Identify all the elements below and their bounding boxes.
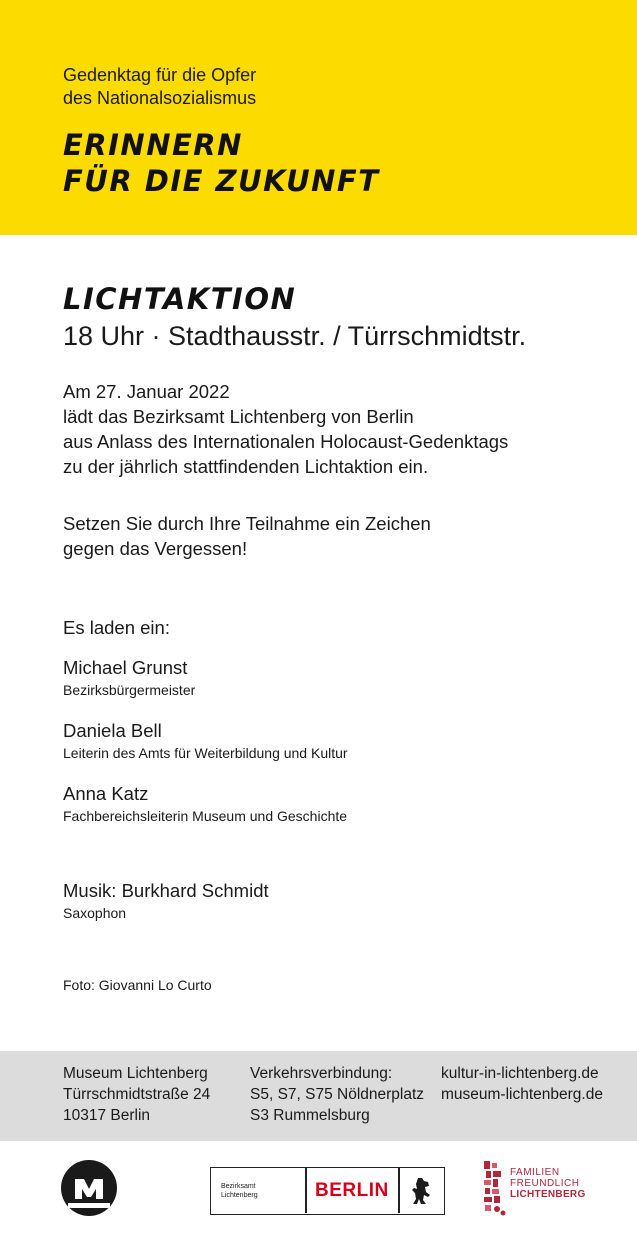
- header-headline: [63, 127, 379, 199]
- address-line: Museum Lichtenberg: [63, 1065, 208, 1082]
- logo-divider: [305, 1168, 307, 1213]
- host-entry: [63, 657, 195, 699]
- host-name: Anna Katz: [63, 783, 149, 804]
- event-time-place: 18 Uhr · Stadthausstr. / Türrschmidtstr.: [63, 321, 527, 351]
- transport-line: S5, S7, S75 Nöldnerplatz: [250, 1086, 425, 1103]
- subtitle-line: des Nationalsozialismus: [63, 88, 257, 108]
- paragraph-line: zu der jährlich stattfindenden Lichtaktion ein.: [63, 456, 429, 477]
- web-link[interactable]: kultur-in-lichtenberg.de: [441, 1065, 599, 1082]
- music-name: Musik: Burkhard Schmidt: [63, 880, 269, 901]
- museum-logo-icon: [60, 1159, 118, 1217]
- bezirksamt-line: Lichtenberg: [221, 1192, 258, 1199]
- header-banner: [0, 0, 637, 235]
- appeal-paragraph: [63, 511, 431, 561]
- familien-line: FREUNDLICH: [510, 1178, 580, 1189]
- photo-credit: Foto: Giovanni Lo Curto: [63, 977, 212, 993]
- paragraph-line: lädt das Bezirksamt Lichtenberg von Berlin: [63, 406, 414, 427]
- footer-address: [63, 1063, 210, 1126]
- lichtenberg-text: LICHTENBERG: [510, 1189, 586, 1200]
- berlin-bear-icon: [409, 1176, 433, 1206]
- web-link[interactable]: museum-lichtenberg.de: [441, 1086, 603, 1103]
- footer-transport: [250, 1063, 424, 1126]
- paragraph-line: gegen das Vergessen!: [63, 538, 248, 559]
- subtitle-line: Gedenktag für die Opfer: [63, 65, 257, 85]
- transport-line: S3 Rummelsburg: [250, 1107, 370, 1124]
- event-title: LICHTAKTION: [63, 282, 297, 316]
- familien-text: [510, 1167, 579, 1189]
- familien-line: FAMILIEN: [510, 1167, 560, 1178]
- paragraph-line: aus Anlass des Internationalen Holocaust-Gedenktags: [63, 431, 509, 452]
- address-line: 10317 Berlin: [63, 1107, 151, 1124]
- footer-web: [441, 1063, 603, 1105]
- footer-info: [0, 1051, 637, 1141]
- paragraph-line: Setzen Sie durch Ihre Teilnahme ein Zeichen: [63, 513, 431, 534]
- berlin-logo: [210, 1167, 445, 1215]
- bezirksamt-label: [221, 1182, 258, 1200]
- transport-line: Verkehrsverbindung:: [250, 1065, 393, 1082]
- header-subtitle: [63, 64, 256, 110]
- music-role: Saxophon: [63, 905, 127, 921]
- intro-paragraph: [63, 379, 508, 479]
- host-entry: [63, 720, 348, 762]
- host-role: Fachbereichsleiterin Museum und Geschichte: [63, 808, 348, 824]
- host-name: Daniela Bell: [63, 720, 162, 741]
- berlin-wordmark: BERLIN: [315, 1180, 389, 1201]
- logo-bar: [0, 1141, 637, 1255]
- host-role: Bezirksbürgermeister: [63, 682, 196, 698]
- paragraph-line: Am 27. Januar 2022: [63, 381, 230, 402]
- headline-line: FÜR DIE ZUKUNFT: [63, 164, 380, 198]
- family-figures-icon: [482, 1159, 506, 1219]
- host-entry: [63, 783, 347, 825]
- bezirksamt-line: Bezirksamt: [221, 1183, 256, 1190]
- music-entry: [63, 880, 269, 922]
- host-role: Leiterin des Amts für Weiterbildung und Kultur: [63, 745, 348, 761]
- logo-divider: [398, 1168, 400, 1213]
- host-name: Michael Grunst: [63, 657, 188, 678]
- familien-freundlich-logo: [482, 1159, 612, 1219]
- address-line: Türrschmidtstraße 24: [63, 1086, 211, 1103]
- invitation-label: Es laden ein:: [63, 617, 170, 638]
- headline-line: ERINNERN: [63, 128, 243, 162]
